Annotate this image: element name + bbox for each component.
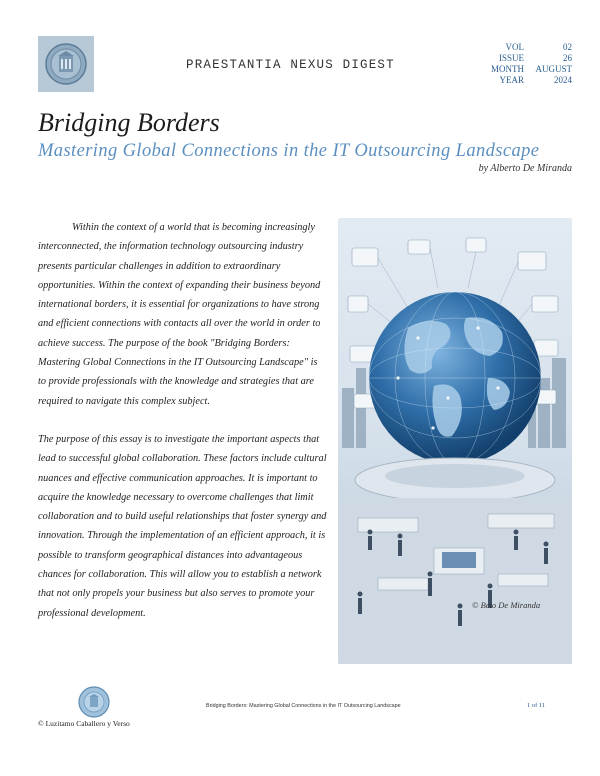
copyright-notice: © Luzitamo Caballero y Verso (38, 719, 130, 728)
publication-name: PRAESTANTIA NEXUS DIGEST (186, 58, 395, 72)
article-body (38, 218, 328, 623)
meta-row-year (464, 75, 572, 86)
seal-icon (78, 686, 110, 718)
meta-label: YEAR (499, 75, 524, 85)
globe-illustration (338, 218, 572, 664)
meta-label: MONTH (491, 64, 524, 74)
meta-value: 26 (563, 53, 572, 63)
meta-label: ISSUE (498, 53, 524, 63)
seal-icon (44, 42, 88, 86)
publication-logo (38, 36, 94, 92)
meta-row-vol (464, 42, 572, 53)
paragraph: The purpose of this essay is to investigate the important aspects that lead to successful global collaboration. These factors include cultural nuances and effective communication approaches. It is important to acquire the knowledge necessary to overcome challenges that limit collaboration and to build useful relationships that foster synergy and innovation. Through the implementation of an efficient approach, it is possible to transform geographical distances into advantageous chances for collaboration. This will allow you to establish a network that not only propels your business but also serves to promote your professional development. (38, 433, 327, 619)
illustration-signature: © Beto De Miranda (472, 600, 541, 610)
page-number: 1 of 11 (527, 702, 546, 709)
paragraph: Within the context of a world that is becoming increasingly interconnected, the information technology outsourcing industry presents particular challenges in addition to extraordinary opportunities. Within the context of expanding their business beyond international borders, it is essential for organizations to have strong and efficient connections with contacts all over the world in order to achieve success. The purpose of the book "Bridging Borders: Mastering Global Connections in the IT Outsourcing Landscape" is to provide professionals with the knowledge and strategies that are required to navigate this complex subject. (38, 222, 321, 407)
article-author: by Alberto De Miranda (478, 163, 572, 174)
article-title: Bridging Borders (38, 108, 220, 137)
meta-label: VOL (505, 42, 524, 52)
meta-row-issue (464, 53, 572, 64)
running-title: Bridging Borders: Mastering Global Connections in the IT Outsourcing Landscape (206, 703, 401, 709)
globe-network-icon (338, 218, 572, 664)
issue-meta (464, 42, 572, 86)
article-subtitle: Mastering Global Connections in the IT Outsourcing Landscape (38, 141, 540, 161)
meta-value: AUGUST (535, 64, 572, 74)
meta-value: 2024 (554, 75, 572, 85)
footer-seal (78, 686, 110, 718)
meta-row-month (464, 64, 572, 75)
meta-value: 02 (563, 42, 572, 52)
